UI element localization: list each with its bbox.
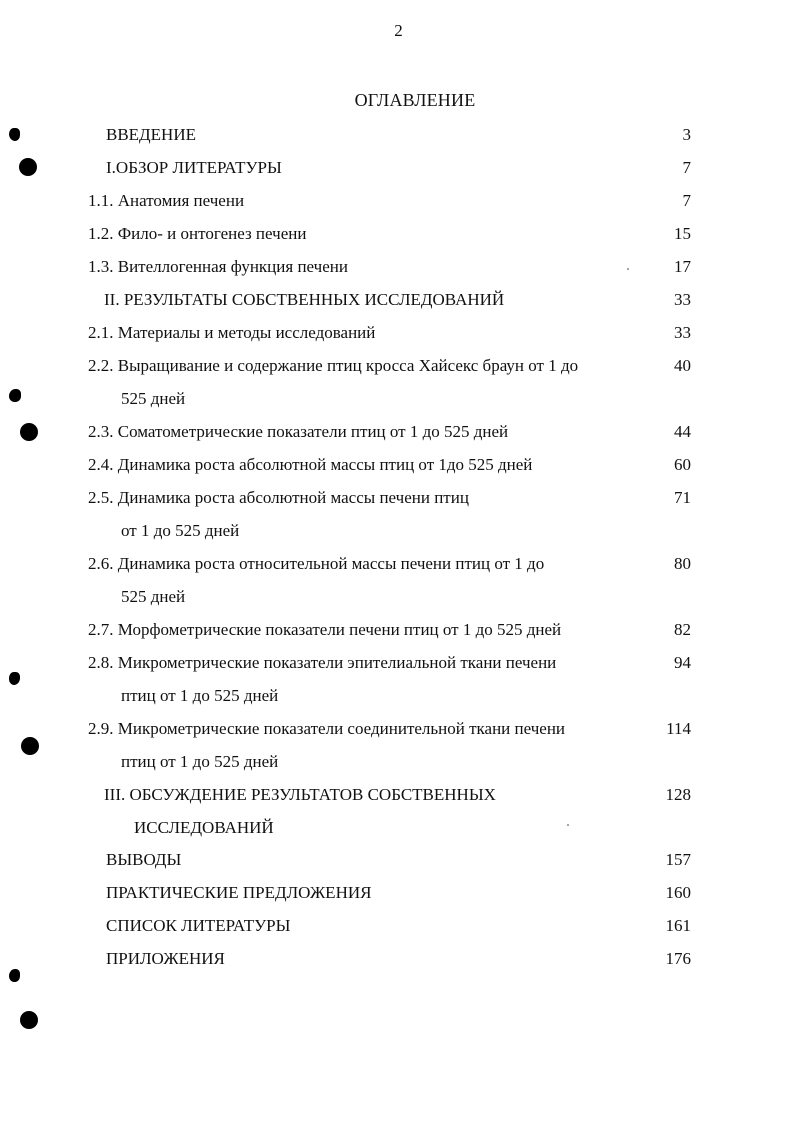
toc-page-references: 161	[665, 916, 691, 935]
toc-page-2-5: 71	[674, 488, 691, 507]
toc-entry-2-4: 2.4. Динамика роста абсолютной массы птиц от 1до 525 дней	[88, 455, 533, 474]
toc-page-2-8: 94	[674, 653, 691, 672]
toc-page-2-1: 33	[674, 323, 691, 342]
toc-page-2-3: 44	[674, 422, 691, 441]
toc-entry-2-2-continued: 525 дней	[121, 389, 186, 408]
punch-hole-mark	[9, 969, 20, 982]
toc-page-2-7: 82	[674, 620, 691, 639]
toc-page-1-2: 15	[674, 224, 691, 243]
toc-entry-2-9-continued: птиц от 1 до 525 дней	[121, 752, 279, 771]
toc-entry-introduction: ВВЕДЕНИЕ	[106, 125, 196, 144]
toc-page-practical-proposals: 160	[665, 883, 691, 902]
toc-entry-1-3: 1.3. Вителлогенная функция печени	[88, 257, 348, 276]
toc-entry-2-5: 2.5. Динамика роста абсолютной массы печени птиц	[88, 488, 469, 507]
toc-title: ОГЛАВЛЕНИЕ	[354, 90, 476, 110]
toc-page-results: 33	[674, 290, 691, 309]
toc-entry-2-7: 2.7. Морфометрические показатели печени птиц от 1 до 525 дней	[88, 620, 562, 639]
toc-entry-2-6: 2.6. Динамика роста относительной массы печени птиц от 1 до	[88, 554, 545, 573]
toc-entry-2-3: 2.3. Соматометрические показатели птиц от 1 до 525 дней	[88, 422, 509, 441]
page-number: 2	[394, 21, 403, 40]
toc-page-2-9: 114	[666, 719, 691, 738]
toc-entry-conclusions: ВЫВОДЫ	[106, 850, 182, 869]
toc-entry-practical-proposals: ПРАКТИЧЕСКИЕ ПРЕДЛОЖЕНИЯ	[106, 883, 372, 902]
scan-speck	[627, 268, 629, 270]
punch-hole-mark	[9, 389, 21, 402]
punch-hole	[20, 1011, 38, 1029]
toc-entry-2-8: 2.8. Микрометрические показатели эпителиальной ткани печени	[88, 653, 557, 672]
toc-page-literature-review: 7	[682, 158, 691, 177]
punch-hole	[19, 158, 37, 176]
toc-page-appendices: 176	[665, 949, 691, 968]
toc-page-1-3: 17	[674, 257, 691, 276]
toc-page-2-6: 80	[674, 554, 691, 573]
toc-entry-2-5-continued: от 1 до 525 дней	[121, 521, 240, 540]
toc-entry-references: СПИСОК ЛИТЕРАТУРЫ	[106, 916, 291, 935]
punch-hole	[20, 423, 38, 441]
toc-entry-2-2: 2.2. Выращивание и содержание птиц кросса Хайсекс браун от 1 до	[88, 356, 579, 375]
toc-entry-results: II. РЕЗУЛЬТАТЫ СОБСТВЕННЫХ ИССЛЕДОВАНИЙ	[104, 290, 505, 309]
punch-hole-mark	[9, 128, 20, 141]
toc-page-conclusions: 157	[665, 850, 691, 869]
scan-speck	[567, 824, 569, 826]
toc-page-2-2: 40	[674, 356, 691, 375]
punch-hole	[21, 737, 39, 755]
toc-page-2-4: 60	[674, 455, 691, 474]
toc-entry-appendices: ПРИЛОЖЕНИЯ	[106, 949, 225, 968]
toc-entry-2-9: 2.9. Микрометрические показатели соединительной ткани печени	[88, 719, 566, 738]
toc-entry-discussion-continued: ИССЛЕДОВАНИЙ	[134, 818, 274, 837]
toc-entry-2-1: 2.1. Материалы и методы исследований	[88, 323, 376, 342]
toc-entry-1-1: 1.1. Анатомия печени	[88, 191, 245, 210]
toc-entry-discussion: III. ОБСУЖДЕНИЕ РЕЗУЛЬТАТОВ СОБСТВЕННЫХ	[104, 785, 496, 804]
toc-page-discussion: 128	[665, 785, 691, 804]
toc-page-1-1: 7	[682, 191, 691, 210]
toc-entry-literature-review: I.ОБЗОР ЛИТЕРАТУРЫ	[106, 158, 282, 177]
toc-entry-2-6-continued: 525 дней	[121, 587, 186, 606]
toc-page-introduction: 3	[682, 125, 691, 144]
toc-entry-1-2: 1.2. Фило- и онтогенез печени	[88, 224, 307, 243]
toc-entry-2-8-continued: птиц от 1 до 525 дней	[121, 686, 279, 705]
